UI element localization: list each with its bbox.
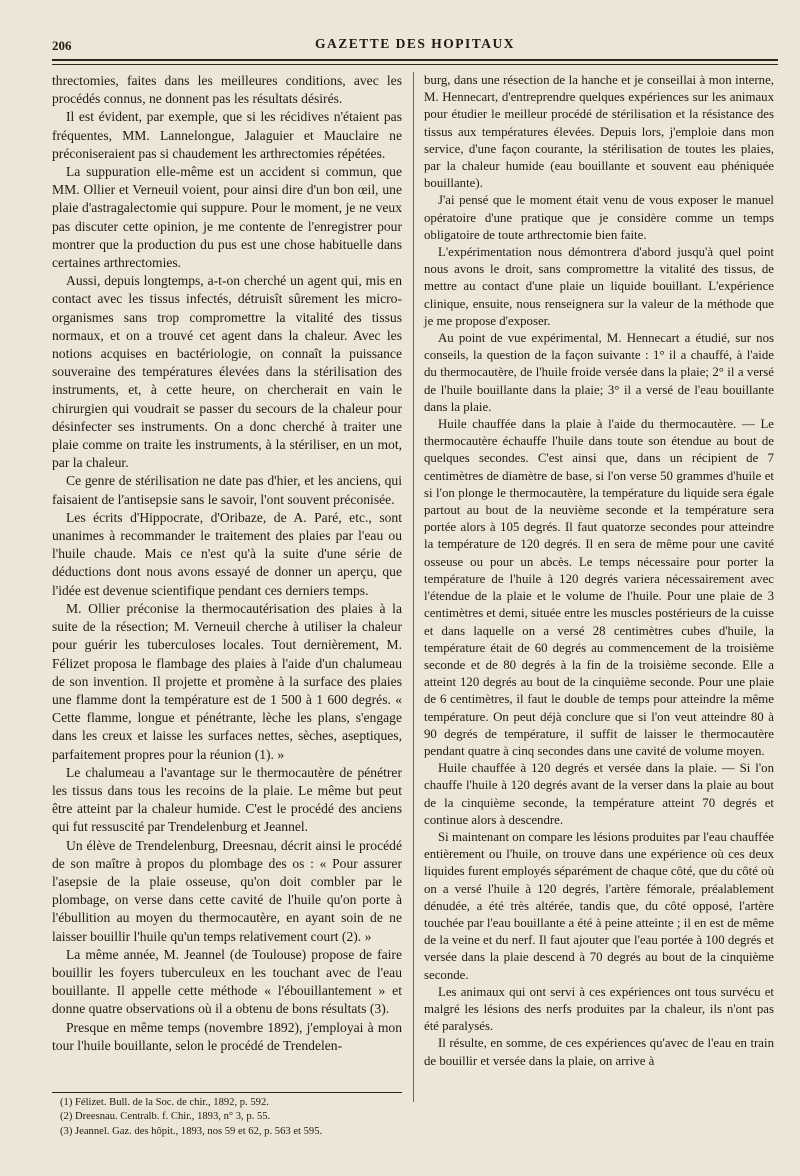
paragraph: La même année, M. Jeannel (de Toulouse) propose de faire bouillir les foyers tuberculeux en les touchant avec de l'eau bouillante. Il appelle cette méthode « l'ébouillantement » et donne quatre observations où il a obtenu de bons résultats (3). (52, 946, 402, 1017)
paragraph: Un élève de Trendelenburg, Dreesnau, décrit ainsi le procédé de son maître à propos du plombage des os : « Pour assurer l'asepsie de la plaie osseuse, qu'on doit combler par le plombage, on verse dans cette cavité de l'huile qu'on porte à l'ébullition au moyen du thermocautère, en ayant soin de ne laisser bouillir l'huile qu'un temps relativement court (2). » (52, 837, 402, 944)
footnote-rule (52, 1092, 402, 1093)
paragraph: M. Ollier préconise la thermocautérisation des plaies à la suite de la résection; M. Verneuil cherche à utiliser la chaleur pour guérir les tuberculoses locales. Tout dernièrement, M. Félizet proposa le flambage des plaies à l'aide d'un chalumeau de son invention. Il projette et promène à la surface des plaies une flamme dont la température est de 1 500 à 1 600 degrés. « Cette flamme, longue et pénétrante, lèche les plans, s'engage dans les creux et laisse les surfaces nettes, sèches, aseptiques, parfaitement propres pour la réunion (1). » (52, 600, 402, 762)
page-header (52, 30, 778, 56)
paragraph: Au point de vue expérimental, M. Hennecart a étudié, sur nos conseils, la question de la façon suivante : 1° il a chauffé, à l'aide du thermocautère, de l'huile froide versée dans la plaie; 2° il a versé de l'huile bouillante dans la plaie; 3° il a versé de l'eau bouillante dans la plaie. (424, 331, 774, 414)
paragraph: Presque en même temps (novembre 1892), j'employai à mon tour l'huile bouillante, selon le procédé de Trendelen- (52, 1019, 402, 1053)
paragraph: La suppuration elle-même est un accident si commun, que MM. Ollier et Verneuil voient, pour ainsi dire d'un bon œil, une plaie d'astragalectomie qui suppure. Pour le moment, je ne veux pas discuter cette opinion, je me contente de l'enregistrer pour montrer que la production du pus est une chose habituelle dans certaines arthrectomies. (52, 164, 402, 271)
paragraph: Aussi, depuis longtemps, a-t-on cherché un agent qui, mis en contact avec les tissus infectés, détruisît sûrement les micro-organismes sans trop compromettre la vitalité des tissus normaux, et on a trouvé cet agent dans la chaleur. Avec les notions acquises en bactériologie, on connaît la puissance souveraine des températures élevées dans la stérilisation des instruments, et, à cette heure, on chercherait en vain le chirurgien qui voudrait se passer du secours de la chaleur pour désinfecter ses instruments. On a donc cherché à traiter une plaie comme on traite les instruments, à la stériliser, en un mot, par la chaleur. (52, 273, 402, 471)
footnote: (3) Jeannel. Gaz. des hôpit., 1893, nos 59 et 62, p. 563 et 595. (60, 1125, 323, 1137)
paragraph: Les écrits d'Hippocrate, d'Oribaze, de A. Paré, etc., sont unanimes à recommander le traitement des plaies par l'eau ou l'huile chaude. Mais ce n'est qu'à la suite d'une série de déductions dont nous avons essayé de donner un aperçu, que l'idée est devenue scientifique pendant ces derniers temps. (52, 509, 402, 598)
running-title: GAZETTE DES HOPITAUX (314, 36, 516, 51)
footnote: (1) Félizet. Bull. de la Soc. de chir., 1892, p. 592. (60, 1097, 269, 1108)
paragraph: Il résulte, en somme, de ces expériences qu'avec de l'eau en train de bouillir et versée dans la plaie, on arrive à (424, 1036, 774, 1068)
header-rule (52, 59, 778, 61)
paragraph: Si maintenant on compare les lésions produites par l'eau chauffée entièrement ou l'huile, on trouve dans une expérience où ces deux liquides furent employés séparément de chaque côté, que du côté où on a versé l'huile à 120 degrés, l'artère fémorale, préalablement dénudée, a été très altérée, tandis que, du côté opposé, l'artère touchée par l'eau bouillante a été à peine atteinte ; il en est de même de la veine et du nerf. Il faut ajouter que l'eau portée à 100 degrés et versée dans la plaie descend à 70 degrés au bout de la cinquième seconde. (424, 829, 774, 982)
page-number: 206 (52, 38, 72, 53)
footnotes (60, 1096, 405, 1139)
paragraph: Huile chauffée dans la plaie à l'aide du thermocautère. — Le thermocautère échauffe l'huile dans toute son étendue au bout de quelques secondes. C'est ainsi que, dans un récipient de 7 centimètres de diamètre de base, si l'on verse 50 grammes d'huile et si l'on plonge le thermocautère, la température du liquide sera égale partout au bout de la neuvième seconde et la température sera portée alors à 105 degrés. Il faut quatorze secondes pour atteindre la température de 120 degrés. Il en sera de même pour une cavité osseuse ou pour un abcès. Le temps nécessaire pour porter la température de l'huile à 120 degrés variera nécessairement avec l'étendue de la plaie et le volume de l'huile. Pour une plaie de 3 centimètres et demi, située entre les muscles postérieurs de la cuisse et dans laquelle on a versé 28 centimètres cubes d'huile, la température était de 60 degrés au commencement de la troisième seconde et de 80 degrés à la fin de la troisième seconde. Elle a atteint 120 degrés au bout de la cinquième seconde. Pour une plaie de 6 centimètres, il faut le double de temps pour atteindre la même température. On peut déjà conclure que si l'on veut atteindre 80 à 90 degrés de température, il suffit de laisser le thermocautère pendant quatre à cinq secondes dans une cavité de volume moyen. (424, 417, 774, 758)
paragraph: burg, dans une résection de la hanche et je conseillai à mon interne, M. Hennecart, d'entreprendre quelques expériences sur les animaux pour étudier le meilleur procédé de stérilisation et la résistance des tissus aux températures élevées. Depuis lors, j'emploie dans mon service, d'une façon courante, la stérilisation de toutes les plaies, par la chaleur humide (eau bouillante et souvent eau phéniquée bouillante). (424, 73, 774, 191)
footnote: (2) Dreesnau. Centralb. f. Chir., 1893, n° 3, p. 55. (60, 1111, 271, 1123)
paragraph: Les animaux qui ont servi à ces expériences ont tous survécu et malgré les lésions des nerfs produites par la chaleur, ils n'ont pas été paralysés. (424, 984, 774, 1034)
paragraph: Le chalumeau a l'avantage sur le thermocautère de pénétrer les tissus dans tous les recoins de la plaie. Le même but peut être atteint par la chaleur humide. C'est le procédé des anciens qui fut ressuscité par Trendelenburg et Jeannel. (52, 764, 402, 835)
paragraph: Ce genre de stérilisation ne date pas d'hier, et les anciens, qui faisaient de l'antisepsie sans le savoir, l'ont souvent préconisée. (52, 473, 402, 507)
header-rule-thin (52, 64, 778, 65)
paragraph: J'ai pensé que le moment était venu de vous exposer le manuel opératoire d'une pratique que je considère comme un temps obligatoire de toute arthrectomie bien faite. (424, 193, 774, 242)
paragraph: L'expérimentation nous démontrera d'abord jusqu'à quel point nous avons le droit, sans compromettre la vitalité des tissus, de mettre au contact d'une plaie un liquide bouillant. L'expérience clinique, ensuite, nous renseignera sur la valeur de la méthode que je me propose d'exposer. (424, 245, 774, 328)
paragraph: Il est évident, par exemple, que si les récidives n'étaient pas fréquentes, MM. Lannelongue, Jalaguier et Mauclaire ne préconiseraient pas si chaudement les arthrectomies répétées. (52, 109, 402, 161)
paragraph: Huile chauffée à 120 degrés et versée dans la plaie. — Si l'on chauffe l'huile à 120 degrés avant de la verser dans la plaie au bout de la cinquième seconde, la température atteint 70 degrés et continue alors à descendre. (424, 761, 774, 827)
paragraph: threctomies, faites dans les meilleures conditions, avec les procédés connus, ne donnent pas les résultats désirés. (52, 73, 402, 107)
left-column (52, 72, 402, 1087)
column-divider (413, 72, 414, 1102)
right-column (424, 72, 774, 1092)
